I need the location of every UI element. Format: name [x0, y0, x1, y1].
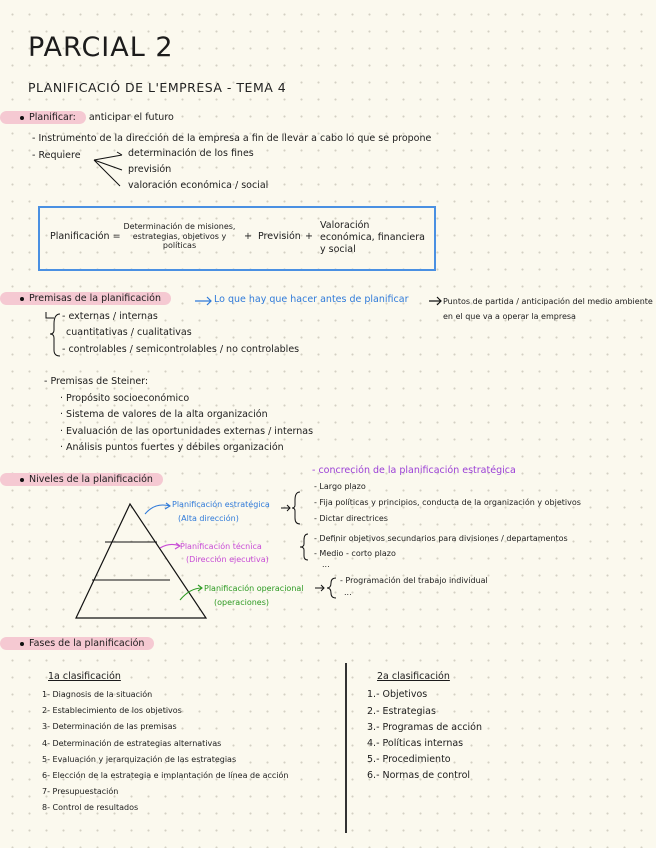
- steiner-title: - Premisas de Steiner:: [44, 376, 149, 387]
- nivel-estrategica: Planificación estratégica: [172, 500, 270, 509]
- fase-item: 5- Evaluación y jerarquización de las estrategias: [42, 755, 237, 764]
- nivel-operacional-sub: (operaciones): [214, 598, 270, 607]
- fase-item: 6.- Normas de control: [367, 770, 471, 781]
- tecnica-item: - Medio - corto plazo: [314, 549, 396, 558]
- formula-part1: Determinación de misiones, estrategias, objetivos y políticas: [123, 222, 236, 251]
- page-subtitle: PLANIFICACIÓ DE L'EMPRESA - TEMA 4: [28, 80, 287, 95]
- page-title: PARCIAL 2: [28, 32, 174, 63]
- nivel-tecnica: Planificación técnica: [180, 542, 262, 551]
- fase-item: 8- Control de resultados: [42, 803, 139, 812]
- steiner-item: · Propósito socioeconómico: [60, 393, 190, 404]
- nivel-estrategica-sub: (Alta dirección): [178, 514, 239, 523]
- arrow-right-icon: [428, 296, 444, 306]
- fase-item: 2.- Estrategias: [367, 706, 436, 717]
- clasificacion-2-title: 2a clasificación: [377, 671, 450, 682]
- bullet-icon: [20, 297, 24, 301]
- fase-item: 3- Determinación de las premisas: [42, 722, 177, 731]
- steiner-item: · Análisis puntos fuertes y débiles organización: [60, 442, 284, 453]
- tecnica-item: ...: [322, 560, 330, 569]
- steiner-item: · Evaluación de las oportunidades externas / internas: [60, 426, 314, 437]
- requiere-item: previsión: [128, 164, 172, 175]
- niveles-label: Niveles de la planificación: [29, 474, 153, 485]
- steiner-item: · Sistema de valores de la alta organización: [60, 409, 268, 420]
- fase-item: 6- Elección de la estrategia e implantación de línea de acción: [42, 771, 289, 780]
- operacional-item: - Programación del trabajo individual: [340, 576, 488, 585]
- planificar-definition: anticipar el futuro: [88, 112, 174, 123]
- tecnica-item: - Definir objetivos secundarios para divisiones / departamentos: [314, 534, 568, 543]
- section-niveles-heading: [0, 474, 163, 486]
- premisas-brace: [42, 310, 64, 360]
- brace-arrow-icon: [280, 490, 304, 526]
- fases-label: Fases de la planificación: [29, 638, 145, 649]
- formula-left: Planificación =: [50, 231, 121, 242]
- formula-part3: Valoración económica, financiera y social: [320, 220, 425, 255]
- planificar-label: Planificar:: [29, 112, 76, 123]
- formula-part2: Previsión: [258, 231, 301, 242]
- niveles-top-note: - concreción de la planificación estratégica: [312, 465, 516, 476]
- arrow-right-icon: [194, 296, 214, 306]
- nivel-operacional: Planificación operacional: [204, 584, 304, 593]
- premisa-type: - externas / internas: [62, 311, 158, 322]
- operacional-item: ...: [344, 588, 352, 597]
- section-premisas-heading: [0, 293, 171, 305]
- bullet-icon: [20, 478, 24, 482]
- formula-plus: +: [305, 231, 313, 242]
- premisa-type: cuantitativas / cualitativas: [66, 327, 192, 338]
- fase-item: 1- Diagnosis de la situación: [42, 690, 153, 699]
- brace-arrow-icon: [314, 576, 340, 600]
- fase-item: 5.- Procedimiento: [367, 754, 451, 765]
- column-divider: [345, 663, 347, 833]
- fase-item: 7- Presupuestación: [42, 787, 119, 796]
- estrategica-item: - Dictar directrices: [314, 514, 388, 523]
- fase-item: 3.- Programas de acción: [367, 722, 483, 733]
- instrumento-line: - Instrumento de la dirección de la empresa a fin de llevar a cabo lo que se propone: [32, 133, 432, 144]
- bullet-icon: [20, 116, 24, 120]
- premisa-type: - controlables / semicontrolables / no controlables: [62, 344, 300, 355]
- requiere-label: - Requiere: [32, 150, 81, 161]
- fase-item: 1.- Objetivos: [367, 689, 428, 700]
- premisas-label: Premisas de la planificación: [29, 293, 161, 304]
- premisas-note: Lo que hay que hacer antes de planificar: [214, 294, 409, 305]
- estrategica-item: - Fija políticas y principios, conducta de la organización y objetivos: [314, 498, 581, 507]
- requiere-item: determinación de los fines: [128, 148, 254, 159]
- requiere-arrows: [92, 150, 128, 190]
- fase-item: 4.- Políticas internas: [367, 738, 464, 749]
- clasificacion-1-title: 1a clasificación: [48, 671, 121, 682]
- formula-plus: +: [244, 231, 252, 242]
- section-fases-heading: [0, 638, 154, 650]
- estrategica-item: - Largo plazo: [314, 482, 366, 491]
- section-planificar-heading: [0, 112, 174, 124]
- premisas-right-note: Puntos de partida / anticipación del medio ambiente en el que va a operar la empresa: [443, 297, 653, 322]
- fase-item: 4- Determinación de estrategias alternativas: [42, 739, 222, 748]
- fase-item: 2- Establecimiento de los objetivos: [42, 706, 182, 715]
- nivel-tecnica-sub: (Dirección ejecutiva): [186, 555, 269, 564]
- bullet-icon: [20, 642, 24, 646]
- requiere-item: valoración económica / social: [128, 180, 269, 191]
- tecnica-brace: [298, 532, 310, 562]
